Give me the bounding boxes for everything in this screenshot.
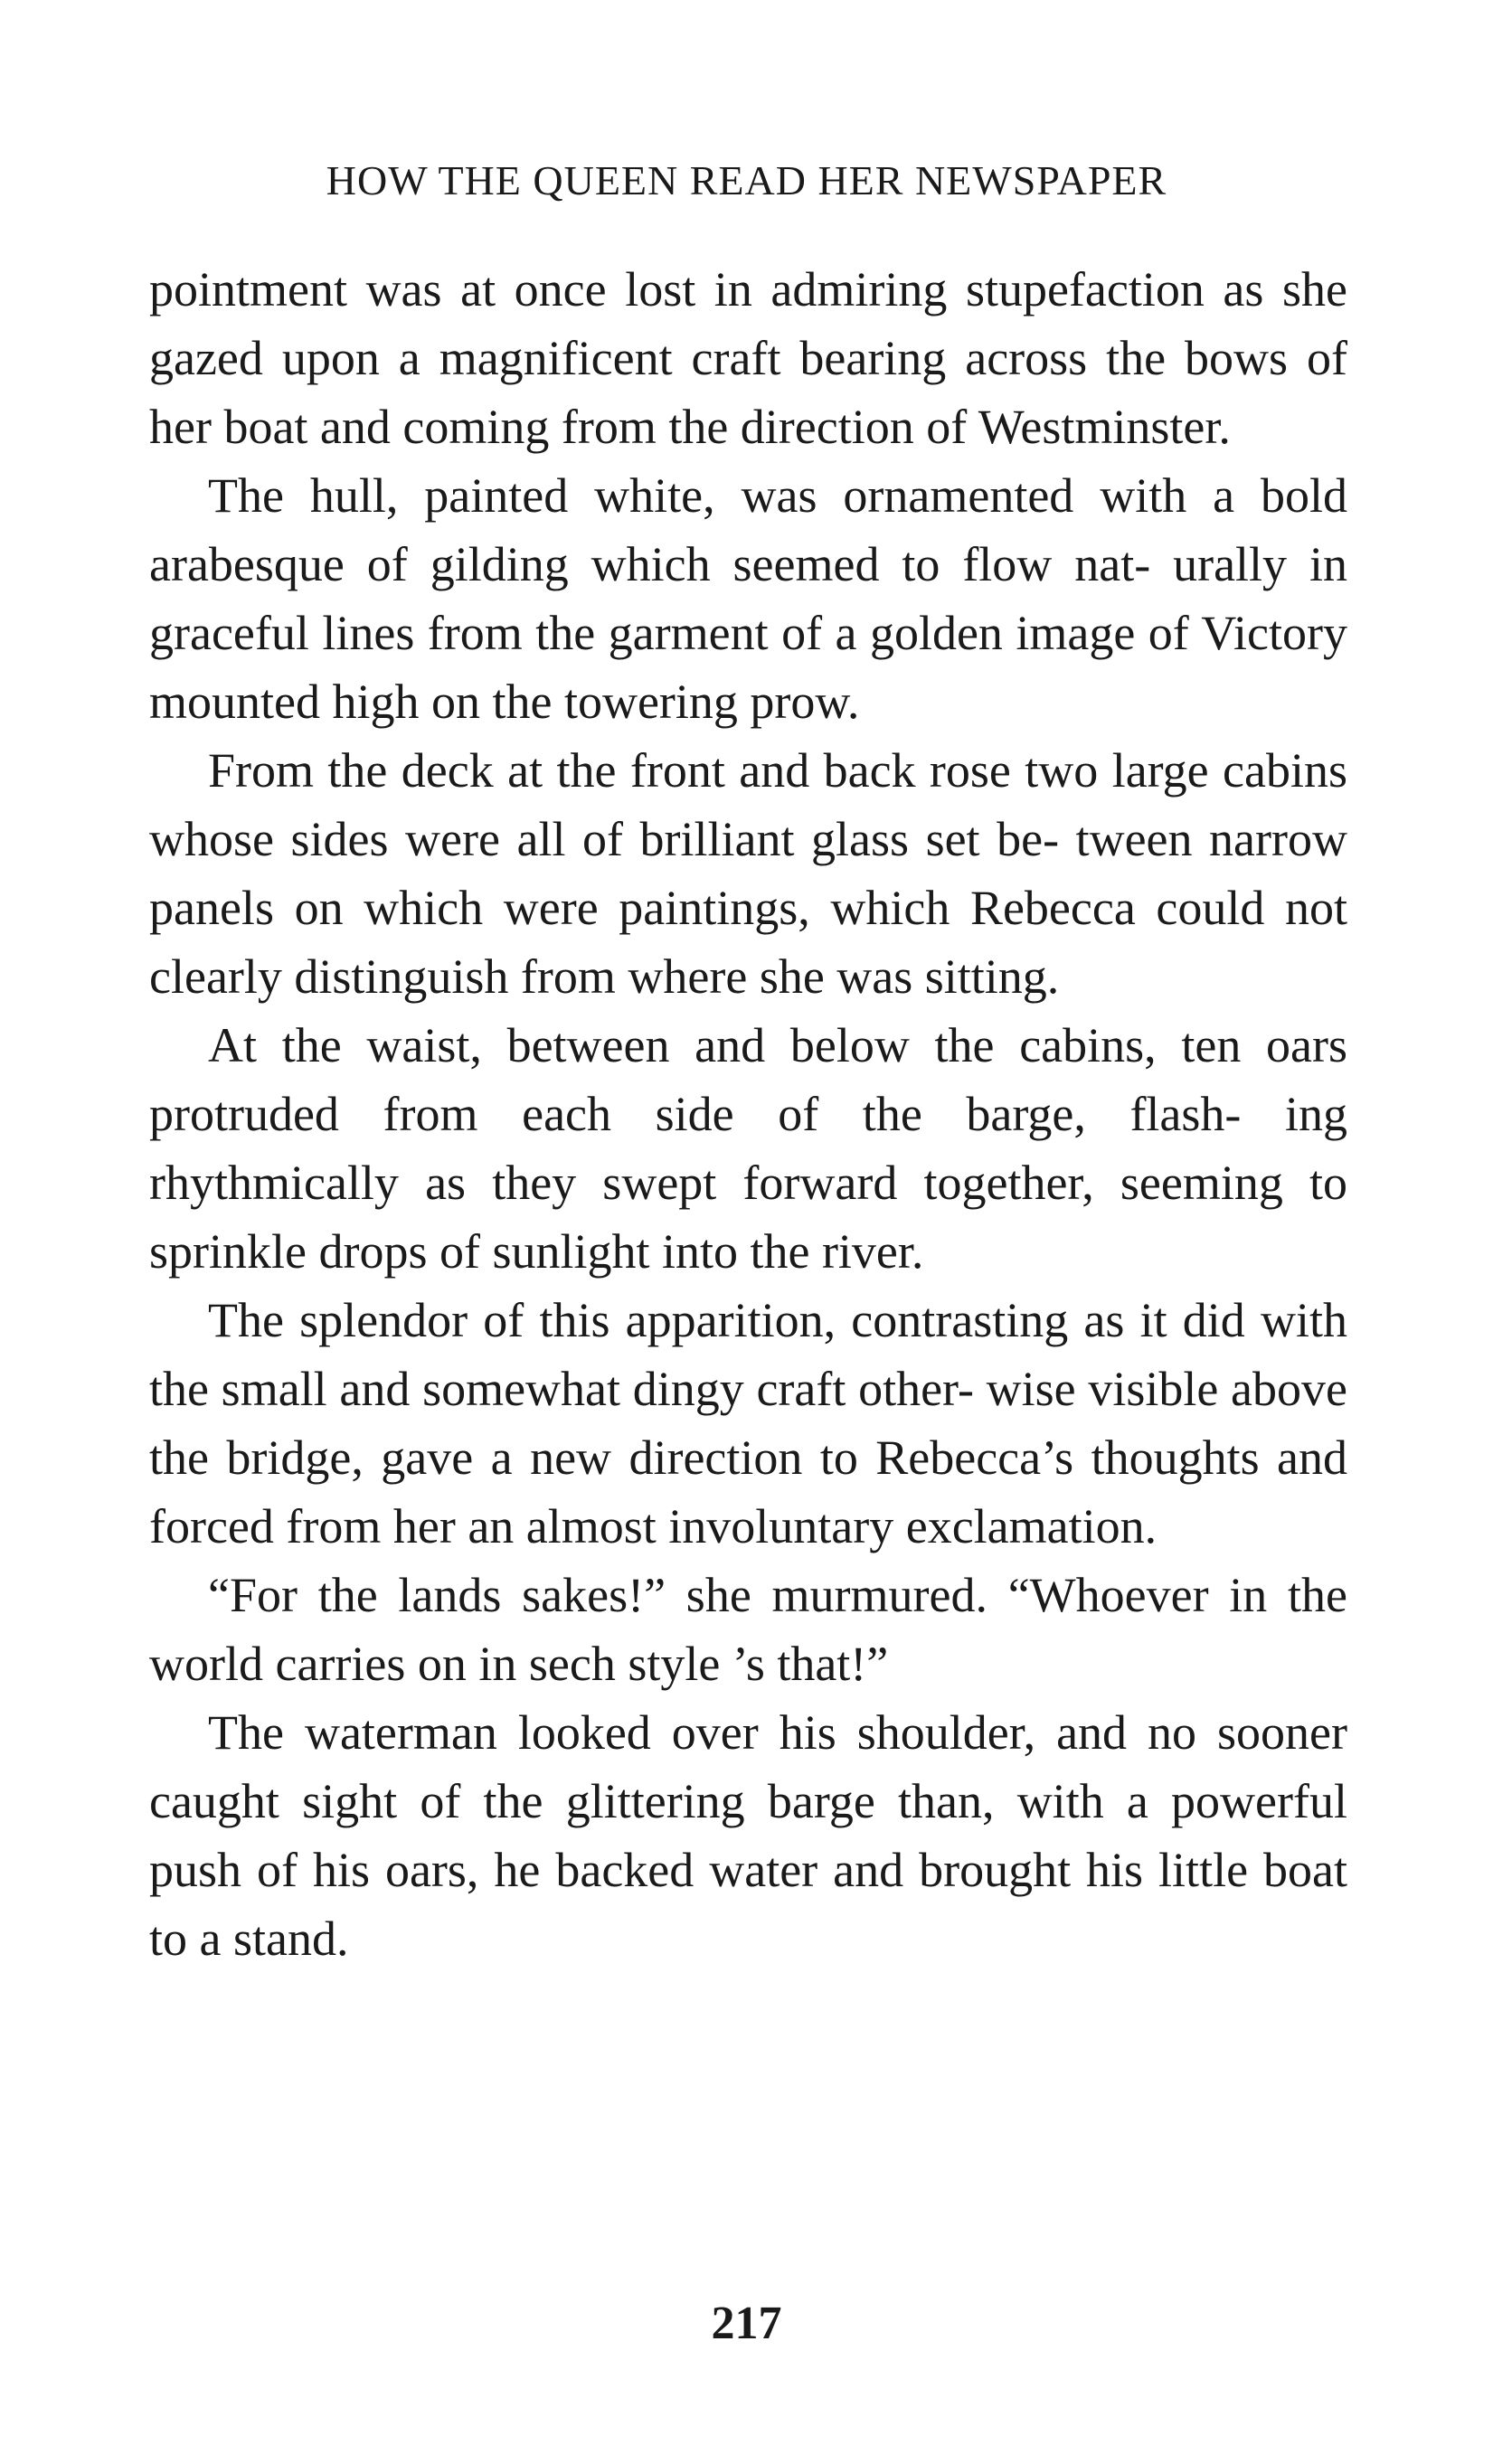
paragraph: “For the lands sakes!” she murmured. “Whoever in the world carries on in sech style ’s that!” xyxy=(149,1568,1347,1691)
running-head: HOW THE QUEEN READ HER NEWSPAPER xyxy=(326,157,1167,203)
paragraph: The splendor of this apparition, contrasting as it did with the small and somewhat dingy craft other- wise visible above the bridge, gave a new direction to Rebecca’s thoughts and forced from her an almost involuntary exclamation. xyxy=(149,1293,1347,1553)
paragraph: At the waist, between and below the cabins, ten oars protruded from each side of the barge, flash- ing rhythmically as they swept forward together, seeming to sprinkle drops of sunlight into the river. xyxy=(149,1018,1347,1279)
paragraph: The hull, painted white, was ornamented with a bold arabesque of gilding which seemed to flow nat- urally in graceful lines from the garment of a golden image of Victory mounted high on the towering prow. xyxy=(149,468,1347,729)
paragraph: pointment was at once lost in admiring stupefaction as she gazed upon a magnificent craft bearing across the bows of her boat and coming from the direction of Westminster. xyxy=(149,262,1347,454)
page-number: 217 xyxy=(711,2298,782,2349)
paragraph: The waterman looked over his shoulder, and no sooner caught sight of the glittering barge than, with a powerful push of his oars, he backed water and brought his little boat to a stand. xyxy=(149,1705,1347,1966)
paragraph: From the deck at the front and back rose two large cabins whose sides were all of brilliant glass set be- tween narrow panels on which were paintings, which Rebecca could not clearly distinguish from where she was sitting. xyxy=(149,743,1347,1004)
body-text xyxy=(149,255,1347,1973)
